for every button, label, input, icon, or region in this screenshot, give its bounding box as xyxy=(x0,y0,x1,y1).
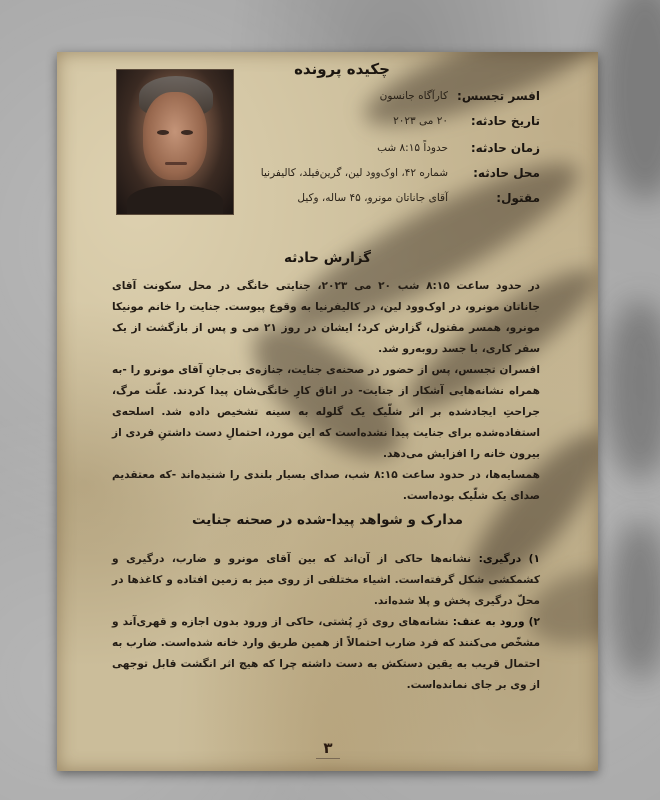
case-file-page xyxy=(57,52,598,771)
evidence-item-label: ۱) درگیری: xyxy=(478,553,540,565)
summary-row-officer xyxy=(247,85,540,107)
summary-label: مقتول: xyxy=(496,191,540,205)
evidence-item-text: نشانه‌های روی دَرِ پُشتی، حاکی از ورود بدون اجازه و قهری‌آند و مشخّص می‌کنند که فرد ضارب احتمالاً از همین طریق وارد خانه شده‌است. ضارب به احتمال قریب به یقین دستکش به دست داشته چرا که هیچ اثر انگشت قابل توجهی از وی بر جای نمانده‌است. xyxy=(112,616,540,691)
incident-paragraph: در حدود ساعت ۸:۱۵ شب ۲۰ می ۲۰۲۳، جنایتی خانگی در محل سکونت آقای جاناتان مونرو، در اوک‌وود لین، در کالیفرنیا به وقوع پیوست. جنایت را خانم مونیکا مونرو، همسر مقتول، گزارش کرد؛ ایشان در روز ۲۱ می و پس از بازگشت از یک سفر کاری، با جسد روبه‌رو شد. xyxy=(112,280,540,355)
incident-paragraph: افسران تجسس، پس از حضور در صحنه‌ی جنایت، جنازه‌ی بی‌جانِ آقای مونرو را -به همراه نشانه‌هایی آشکار از جنایت- در اتاق کارِ خانگی‌شان پیدا کردند. علّت مرگ، جراحتِ ایجاد‌شده بر اثر شلّیک یک گلوله به سینه تشخیص داده شد. اسلحه‌ی استفاده‌شده برای جنایت پیدا نشده‌است که این مورد، احتمالِ دست داشتنِ فردی از بیرون خانه را افزایش می‌دهد. xyxy=(112,364,540,460)
summary-value: کارآگاه جانسون xyxy=(379,90,448,102)
page-number: ۳ xyxy=(316,739,340,759)
evidence-item-label: ۲) ورود به عنف: xyxy=(452,616,540,628)
evidence-item xyxy=(112,612,540,696)
summary-label: زمان حادثه: xyxy=(470,141,540,155)
summary-row-victim xyxy=(247,187,540,209)
summary-label: محل حادثه: xyxy=(473,166,540,180)
summary-label: افسر تجسس: xyxy=(457,89,540,103)
summary-value: حدوداً ۸:۱۵ شب xyxy=(377,142,448,154)
summary-value: شماره ۴۲، اوک‌وود لین، گرین‌فیلد، کالیفرنیا xyxy=(260,167,448,179)
evidence-item xyxy=(112,549,540,612)
incident-paragraph: همسایه‌ها، در حدود ساعت ۸:۱۵ شب، صدای بسیار بلندی را شنیده‌اند -که معتقدیم صدای یک شلّیک بوده‌است. xyxy=(112,469,540,502)
summary-value: ۲۰ می ۲۰۲۳ xyxy=(393,115,448,127)
document-title: چکیده پرونده xyxy=(294,60,390,78)
summary-row-date xyxy=(247,110,540,132)
incident-report-body xyxy=(112,276,540,507)
summary-row-time xyxy=(247,137,540,159)
evidence-heading: مدارک و شواهد پیدا-شده در صحنه جنایت xyxy=(192,512,463,528)
evidence-body xyxy=(112,549,540,696)
background-shadow xyxy=(610,520,660,680)
summary-row-location xyxy=(247,162,540,184)
victim-photo xyxy=(116,69,234,215)
incident-report-heading: گزارش حادثه xyxy=(284,250,371,266)
summary-label: تاریخ حادثه: xyxy=(470,114,540,128)
summary-value: آقای جاناتان مونرو، ۴۵ ساله، وکیل xyxy=(297,192,448,204)
evidence-item-text: نشانه‌ها حاکی از آن‌اند که بین آقای مونرو و ضارب، درگیری و کشمکشی شکل گرفته‌است. اشیاء مختلفی از روی میز به زمین افتاده و کاغذها در محلّ درگیری پخش و پلا شده‌اند. xyxy=(112,553,540,607)
background-shadow xyxy=(600,0,660,200)
background-shadow xyxy=(605,300,660,480)
